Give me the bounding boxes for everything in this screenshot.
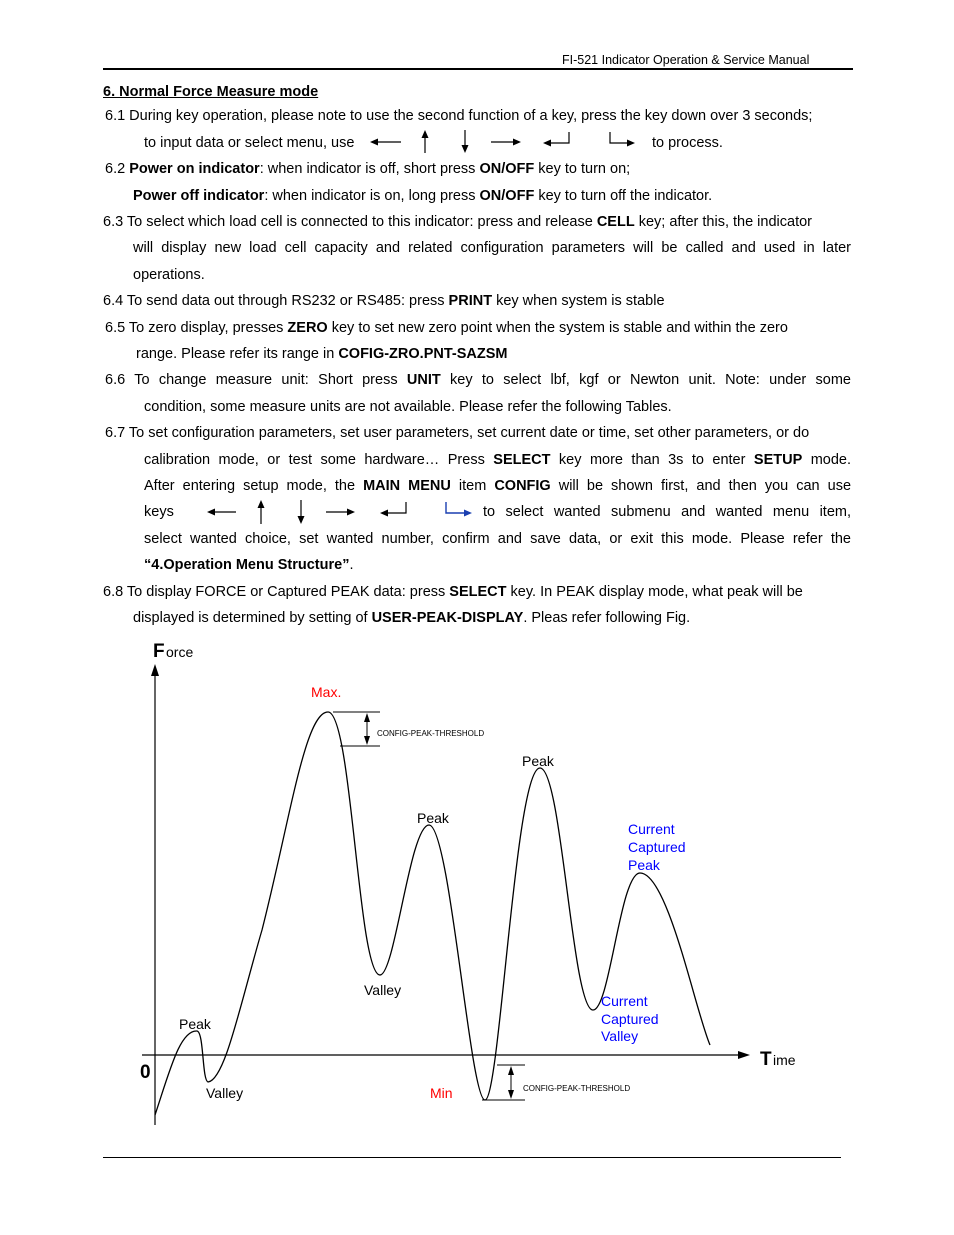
- current-valley-label-line-2: Captured: [601, 1011, 659, 1027]
- origin-label: 0: [140, 1062, 151, 1083]
- x-axis-label-big: T: [760, 1049, 772, 1070]
- max-label: Max.: [311, 684, 342, 700]
- para-6-3-line-1: 6.3 To select which load cell is connected to this indicator: press and release CELL key; after this, the indicator: [103, 214, 812, 230]
- para-6-7-line-2: calibration mode, or test some hardware… Press SELECT key more than 3s to enter SETUP mode.: [144, 452, 851, 468]
- para-6-7-line-3: After entering setup mode, the MAIN MENU item CONFIG will be shown first, and then you can use: [144, 478, 852, 494]
- footer-rule: [103, 1157, 841, 1158]
- peak-label-2: Peak: [417, 810, 449, 826]
- x-axis: [142, 1051, 750, 1059]
- para-6-2-line-2: Power off indicator: when indicator is on, long press ON/OFF key to turn off the indicator.: [133, 188, 713, 204]
- valley-label-2: Valley: [364, 982, 402, 998]
- para-6-7-line-4-start: keys: [144, 504, 174, 520]
- para-6-1-line-2-end: to process.: [652, 135, 723, 151]
- para-6-1-line-2: to input data or select menu, use: [144, 135, 355, 151]
- para-6-6-line-2: condition, some measure units are not available. Please refer the following Tables.: [144, 399, 672, 415]
- para-6-2-line-1: 6.2 Power on indicator: when indicator is off, short press ON/OFF key to turn on;: [105, 161, 631, 177]
- current-valley-label-line-1: Current: [601, 993, 648, 1009]
- para-6-5-line-1: 6.5 To zero display, presses ZERO key to set new zero point when the system is stable and within the zero: [105, 320, 788, 336]
- threshold-label-bottom: CONFIG-PEAK-THRESHOLD: [523, 1084, 631, 1093]
- para-6-6-line-1: 6.6 To change measure unit: Short press UNIT key to select lbf, kgf or Newton unit. Note: under some: [105, 372, 851, 388]
- para-6-4: 6.4 To send data out through RS232 or RS485: press PRINT key when system is stable: [103, 293, 665, 309]
- current-peak-label-line-1: Current: [628, 821, 675, 837]
- para-6-7-line-6: “4.Operation Menu Structure”.: [144, 557, 354, 573]
- peak-label-3: Peak: [522, 753, 554, 769]
- current-peak-label-line-3: Peak: [628, 857, 660, 873]
- section-title: 6. Normal Force Measure mode: [103, 84, 319, 100]
- para-6-7-line-1: 6.7 To set configuration parameters, set user parameters, set current date or time, set other parameters, or do: [105, 425, 810, 441]
- y-axis-label-big: F: [153, 641, 165, 662]
- para-6-8-line-2: displayed is determined by setting of USER-PEAK-DISPLAY. Pleas refer following Fig.: [133, 610, 691, 626]
- valley-label-1: Valley: [206, 1085, 244, 1101]
- current-valley-label-line-3: Valley: [601, 1028, 639, 1044]
- para-6-7-line-4-end: to select wanted submenu and wanted menu item,: [483, 504, 851, 520]
- peak-label-1: Peak: [179, 1016, 211, 1032]
- para-6-1-line-1: 6.1 During key operation, please note to use the second function of a key, press the key down over 3 seconds;: [105, 108, 813, 124]
- y-axis-label-small: orce: [166, 644, 194, 660]
- x-axis-label-small: ime: [773, 1052, 796, 1068]
- para-6-3-line-3: operations.: [133, 267, 205, 283]
- current-peak-label-line-2: Captured: [628, 839, 686, 855]
- para-6-8-line-1: 6.8 To display FORCE or Captured PEAK data: press SELECT key. In PEAK display mode, what peak will be: [103, 584, 803, 600]
- threshold-label-top: CONFIG-PEAK-THRESHOLD: [377, 729, 485, 738]
- para-6-5-line-2: range. Please refer its range in COFIG-ZRO.PNT-SAZSM: [136, 346, 508, 362]
- para-6-3-line-2: will display new load cell capacity and related configuration parameters will be called and used in later: [133, 240, 851, 256]
- header-title: FI-521 Indicator Operation & Service Manual: [562, 53, 810, 67]
- y-axis: [151, 664, 159, 1125]
- top-threshold-marker: [333, 712, 380, 746]
- min-label: Min: [430, 1085, 453, 1101]
- para-6-7-line-5: select wanted choice, set wanted number, confirm and save data, or exit this mode. Please refer the: [144, 531, 851, 547]
